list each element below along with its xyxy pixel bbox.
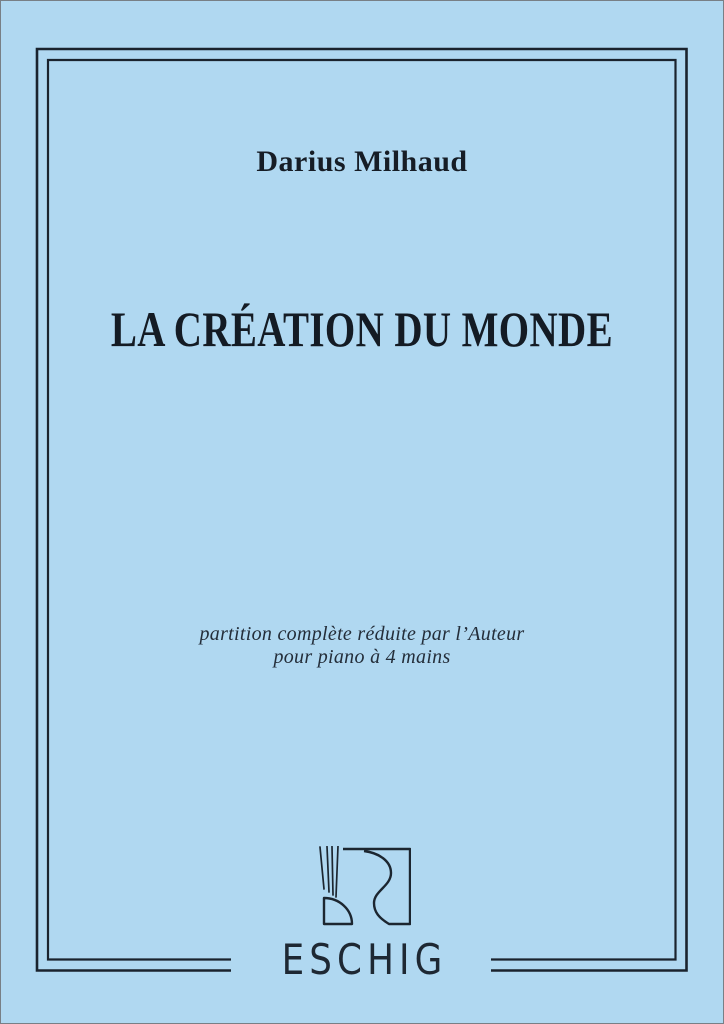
subtitle-line-2: pour piano à 4 mains — [273, 646, 451, 668]
publisher-name — [1, 937, 723, 983]
eschig-logo-icon — [319, 846, 411, 926]
edition-subtitle — [1, 623, 723, 669]
work-title-text: LA CRÉATION DU MONDE — [110, 301, 614, 357]
publisher-name-text: ESCHIG — [282, 935, 448, 984]
work-title — [1, 303, 723, 355]
composer-name: Darius Milhaud — [256, 145, 468, 178]
subtitle-line-1: partition complète réduite par l’Auteur — [199, 623, 525, 645]
